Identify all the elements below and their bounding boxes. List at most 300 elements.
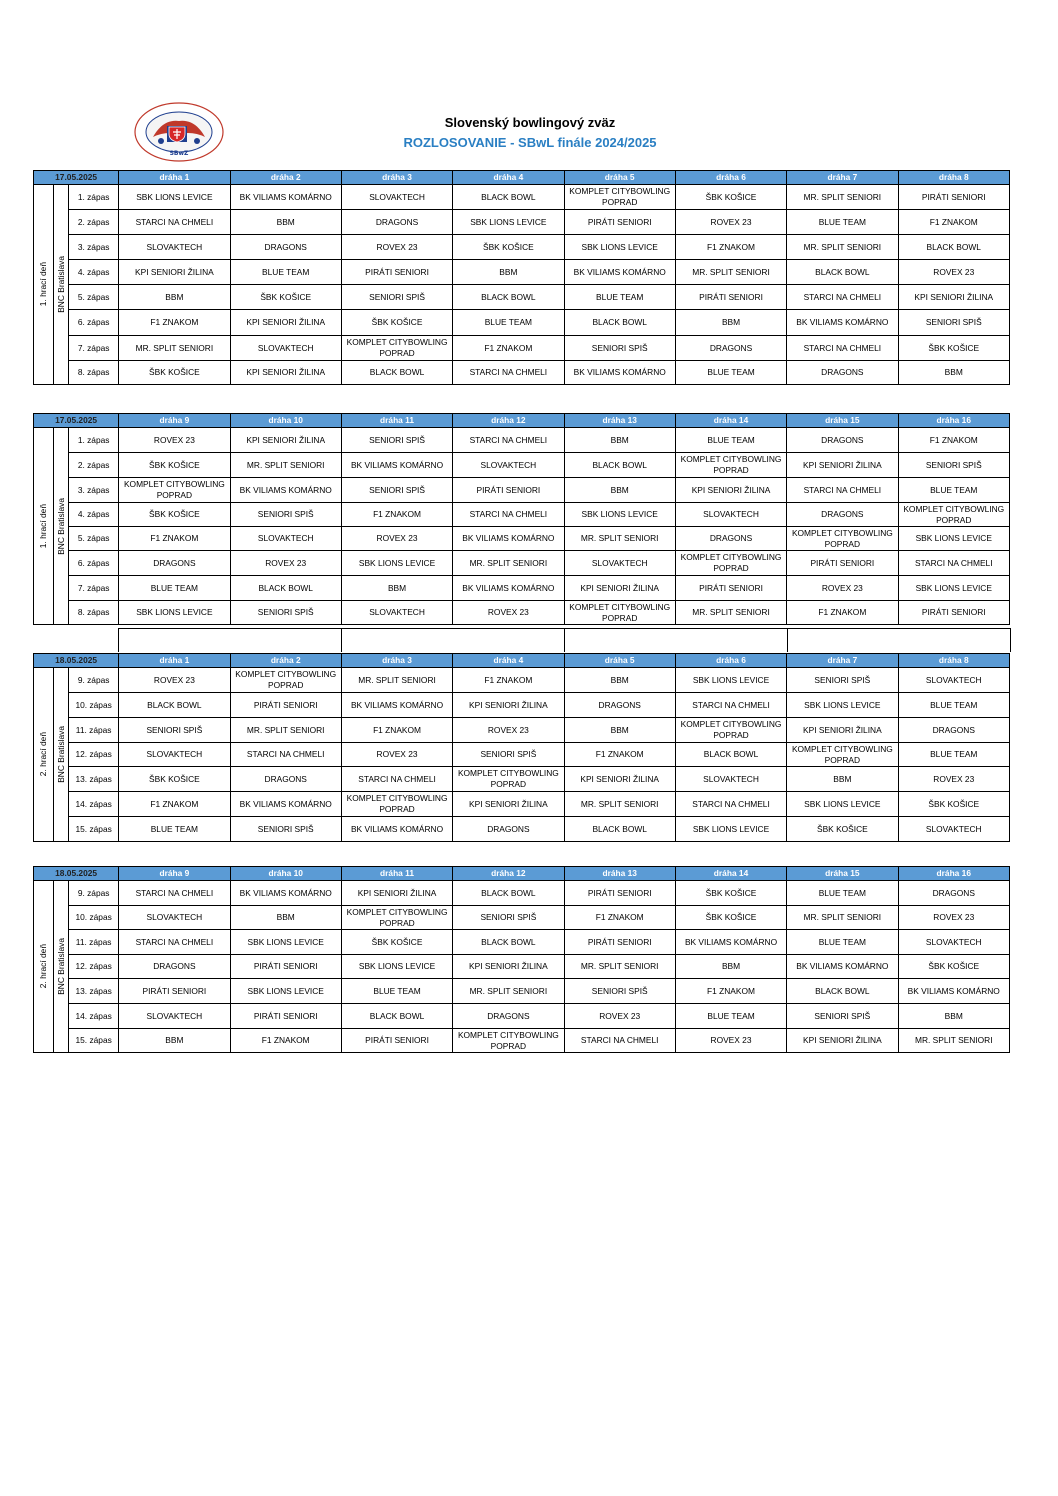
team-cell: STARCI NA CHMELI [119,881,230,906]
team-cell: BLUE TEAM [453,310,564,336]
team-cell: BLACK BOWL [787,260,898,285]
team-cell: ROVEX 23 [230,551,341,576]
match-number: 5. zápas [69,527,119,551]
lane-header: dráha 8 [898,171,1009,185]
team-cell: DRAGONS [787,503,898,527]
team-cell: F1 ZNAKOM [564,906,675,930]
table-row [34,743,1010,767]
table-row [34,576,1010,601]
team-cell: BK VILIAMS KOMÁRNO [898,979,1009,1004]
team-cell: BLUE TEAM [341,979,452,1004]
team-cell: DRAGONS [230,767,341,792]
match-number: 8. zápas [69,601,119,625]
team-cell: MR. SPLIT SENIORI [564,527,675,551]
team-cell: SBK LIONS LEVICE [230,930,341,955]
match-number: 15. zápas [69,817,119,842]
lane-header: dráha 3 [341,171,452,185]
team-cell: BK VILIAMS KOMÁRNO [230,881,341,906]
venue-label [54,668,69,842]
team-cell: BK VILIAMS KOMÁRNO [230,792,341,817]
table-row [34,881,1010,906]
team-cell: SENIORI SPIŠ [787,668,898,693]
team-cell: BLACK BOWL [119,693,230,718]
lane-header: dráha 14 [675,414,786,428]
lane-header: dráha 16 [898,867,1009,881]
team-cell: BK VILIAMS KOMÁRNO [564,260,675,285]
team-cell: BBM [564,668,675,693]
team-cell: ŠBK KOŠICE [787,817,898,842]
team-cell: BBM [453,260,564,285]
match-number: 6. zápas [69,551,119,576]
team-cell: SLOVAKTECH [119,906,230,930]
match-number: 4. zápas [69,503,119,527]
team-cell: PIRÁTI SENIORI [898,601,1009,625]
team-cell: DRAGONS [453,1004,564,1029]
team-cell: KOMPLET CITYBOWLING POPRAD [341,792,452,817]
match-number: 10. zápas [69,906,119,930]
team-cell: ROVEX 23 [341,743,452,767]
lane-header: dráha 5 [564,171,675,185]
team-cell: SBK LIONS LEVICE [119,185,230,210]
team-cell: F1 ZNAKOM [119,792,230,817]
team-cell: PIRÁTI SENIORI [230,955,341,979]
venue-label-text: BNC Bratislava [56,256,67,313]
team-cell: KOMPLET CITYBOWLING POPRAD [564,601,675,625]
venue-label [54,881,69,1053]
team-cell: BBM [898,1004,1009,1029]
team-cell: SLOVAKTECH [898,930,1009,955]
date-header: 18.05.2025 [34,654,119,668]
team-cell: BBM [119,1029,230,1053]
lane-header: dráha 1 [119,654,230,668]
team-cell: PIRÁTI SENIORI [341,260,452,285]
team-cell: BLUE TEAM [787,930,898,955]
team-cell: SENIORI SPIŠ [230,601,341,625]
schedule-table [33,170,1010,385]
team-cell: MR. SPLIT SENIORI [675,601,786,625]
team-cell: SLOVAKTECH [675,767,786,792]
table-row [34,668,1010,693]
lane-header: dráha 9 [119,867,230,881]
team-cell: DRAGONS [341,210,452,235]
team-cell: ROVEX 23 [119,668,230,693]
day-label-text: 2. hrací deň [38,944,49,989]
schedule-table [33,866,1010,1053]
table-row [34,310,1010,336]
team-cell: BBM [898,361,1009,385]
team-cell: ROVEX 23 [453,601,564,625]
team-cell: PIRÁTI SENIORI [564,210,675,235]
date-header: 17.05.2025 [34,414,119,428]
day-label-text: 2. hrací deň [38,732,49,777]
team-cell: DRAGONS [564,693,675,718]
team-cell: PIRÁTI SENIORI [675,576,786,601]
match-number: 6. zápas [69,310,119,336]
team-cell: BLUE TEAM [230,260,341,285]
schedule-table [33,653,1010,842]
team-cell: SLOVAKTECH [119,1004,230,1029]
team-cell: ŠBK KOŠICE [898,792,1009,817]
team-cell: ROVEX 23 [898,906,1009,930]
table-row [34,210,1010,235]
lane-header: dráha 15 [787,414,898,428]
team-cell: F1 ZNAKOM [119,527,230,551]
lane-header: dráha 16 [898,414,1009,428]
lane-header: dráha 4 [453,654,564,668]
team-cell: ŠBK KOŠICE [453,235,564,260]
team-cell: BK VILIAMS KOMÁRNO [341,817,452,842]
table-row [34,428,1010,453]
logo-abbr: SBwZ [169,150,189,157]
team-cell: KPI SENIORI ŽILINA [341,881,452,906]
team-cell: DRAGONS [675,336,786,361]
match-number: 1. zápas [69,428,119,453]
table-row [34,601,1010,625]
table-row [34,1029,1010,1053]
team-cell: KPI SENIORI ŽILINA [230,428,341,453]
team-cell: MR. SPLIT SENIORI [341,668,452,693]
team-cell: KPI SENIORI ŽILINA [898,285,1009,310]
match-number: 12. zápas [69,955,119,979]
table-row [34,979,1010,1004]
table-row [34,336,1010,361]
team-cell: BLACK BOWL [564,453,675,478]
team-cell: MR. SPLIT SENIORI [453,979,564,1004]
team-cell: BBM [119,285,230,310]
team-cell: F1 ZNAKOM [675,235,786,260]
team-cell: BLUE TEAM [898,693,1009,718]
venue-label-text: BNC Bratislava [56,726,67,783]
team-cell: ROVEX 23 [787,576,898,601]
venue-label [54,428,69,625]
match-number: 4. zápas [69,260,119,285]
team-cell: BK VILIAMS KOMÁRNO [675,930,786,955]
match-number: 13. zápas [69,767,119,792]
table-row [34,817,1010,842]
sbwz-logo [133,101,225,163]
team-cell: BLUE TEAM [119,576,230,601]
team-cell: KPI SENIORI ŽILINA [564,767,675,792]
team-cell: BBM [230,210,341,235]
team-cell: BLACK BOWL [787,979,898,1004]
team-cell: ROVEX 23 [675,1029,786,1053]
team-cell: F1 ZNAKOM [898,210,1009,235]
team-cell: MR. SPLIT SENIORI [675,260,786,285]
team-cell: DRAGONS [119,955,230,979]
team-cell: ŠBK KOŠICE [341,930,452,955]
table-row [34,955,1010,979]
team-cell: BLACK BOWL [564,817,675,842]
team-cell: SBK LIONS LEVICE [898,527,1009,551]
team-cell: F1 ZNAKOM [453,336,564,361]
team-cell: KOMPLET CITYBOWLING POPRAD [453,767,564,792]
table-row [34,1004,1010,1029]
team-cell: PIRÁTI SENIORI [675,285,786,310]
team-cell: DRAGONS [230,235,341,260]
team-cell: SBK LIONS LEVICE [787,792,898,817]
team-cell: STARCI NA CHMELI [453,361,564,385]
team-cell: KOMPLET CITYBOWLING POPRAD [341,906,452,930]
team-cell: MR. SPLIT SENIORI [230,453,341,478]
team-cell: ŠBK KOŠICE [675,185,786,210]
spacer-cell [341,629,564,653]
team-cell: PIRÁTI SENIORI [341,1029,452,1053]
team-cell: BLUE TEAM [564,285,675,310]
lane-header: dráha 5 [564,654,675,668]
team-cell: DRAGONS [675,527,786,551]
team-cell: ŠBK KOŠICE [675,881,786,906]
match-number: 2. zápas [69,210,119,235]
team-cell: KPI SENIORI ŽILINA [564,576,675,601]
team-cell: ŠBK KOŠICE [119,503,230,527]
match-number: 11. zápas [69,718,119,743]
team-cell: F1 ZNAKOM [787,601,898,625]
team-cell: ROVEX 23 [453,718,564,743]
team-cell: BBM [564,428,675,453]
spacer-cell [564,629,787,653]
team-cell: KOMPLET CITYBOWLING POPRAD [230,668,341,693]
team-cell: BK VILIAMS KOMÁRNO [341,453,452,478]
lane-header: dráha 10 [230,414,341,428]
team-cell: DRAGONS [453,817,564,842]
team-cell: SBK LIONS LEVICE [341,551,452,576]
match-number: 11. zápas [69,930,119,955]
lane-header: dráha 10 [230,867,341,881]
team-cell: KPI SENIORI ŽILINA [675,478,786,503]
team-cell: KOMPLET CITYBOWLING POPRAD [675,551,786,576]
table-row [34,260,1010,285]
team-cell: ŠBK KOŠICE [341,310,452,336]
team-cell: SLOVAKTECH [230,336,341,361]
team-cell: STARCI NA CHMELI [341,767,452,792]
lane-header: dráha 13 [564,414,675,428]
lane-header: dráha 12 [453,867,564,881]
team-cell: PIRÁTI SENIORI [564,930,675,955]
match-number: 3. zápas [69,235,119,260]
team-cell: DRAGONS [787,428,898,453]
team-cell: DRAGONS [787,361,898,385]
lane-header: dráha 13 [564,867,675,881]
team-cell: SENIORI SPIŠ [341,478,452,503]
date-header: 18.05.2025 [34,867,119,881]
match-number: 10. zápas [69,693,119,718]
team-cell: MR. SPLIT SENIORI [787,185,898,210]
team-cell: SENIORI SPIŠ [119,718,230,743]
team-cell: BLACK BOWL [341,1004,452,1029]
team-cell: ROVEX 23 [119,428,230,453]
team-cell: F1 ZNAKOM [341,718,452,743]
team-cell: MR. SPLIT SENIORI [453,551,564,576]
team-cell: KPI SENIORI ŽILINA [230,361,341,385]
team-cell: KOMPLET CITYBOWLING POPRAD [787,743,898,767]
team-cell: KOMPLET CITYBOWLING POPRAD [341,336,452,361]
team-cell: MR. SPLIT SENIORI [787,235,898,260]
team-cell: KPI SENIORI ŽILINA [787,453,898,478]
team-cell: BLACK BOWL [898,235,1009,260]
team-cell: STARCI NA CHMELI [675,792,786,817]
team-cell: BBM [675,955,786,979]
team-cell: KPI SENIORI ŽILINA [453,955,564,979]
team-cell: SLOVAKTECH [119,235,230,260]
day-label [34,185,54,385]
team-cell: BBM [787,767,898,792]
team-cell: KOMPLET CITYBOWLING POPRAD [787,527,898,551]
team-cell: SENIORI SPIŠ [230,503,341,527]
lane-header: dráha 11 [341,414,452,428]
lane-header: dráha 6 [675,654,786,668]
lane-header: dráha 8 [898,654,1009,668]
lane-header: dráha 1 [119,171,230,185]
table-row [34,478,1010,503]
spacer-cell [118,629,341,653]
match-number: 12. zápas [69,743,119,767]
team-cell: DRAGONS [898,881,1009,906]
table-row [34,767,1010,792]
team-cell: SENIORI SPIŠ [787,1004,898,1029]
team-cell: SENIORI SPIŠ [453,906,564,930]
team-cell: PIRÁTI SENIORI [230,1004,341,1029]
team-cell: SENIORI SPIŠ [898,310,1009,336]
team-cell: F1 ZNAKOM [675,979,786,1004]
team-cell: SBK LIONS LEVICE [453,210,564,235]
team-cell: SBK LIONS LEVICE [230,979,341,1004]
day-label-text: 1. hrací deň [38,503,49,549]
team-cell: KPI SENIORI ŽILINA [453,792,564,817]
lane-header: dráha 2 [230,654,341,668]
team-cell: KOMPLET CITYBOWLING POPRAD [119,478,230,503]
team-cell: KPI SENIORI ŽILINA [787,718,898,743]
team-cell: SBK LIONS LEVICE [675,668,786,693]
day-label-text: 1. hrací deň [38,262,49,307]
team-cell: BK VILIAMS KOMÁRNO [453,527,564,551]
day-label [34,881,54,1053]
team-cell: SENIORI SPIŠ [230,817,341,842]
table-row [34,693,1010,718]
match-number: 13. zápas [69,979,119,1004]
team-cell: SLOVAKTECH [675,503,786,527]
team-cell: MR. SPLIT SENIORI [564,792,675,817]
day-label [34,428,54,625]
lane-header: dráha 12 [453,414,564,428]
table-row [34,792,1010,817]
table-row [34,453,1010,478]
team-cell: ŠBK KOŠICE [119,361,230,385]
team-cell: SLOVAKTECH [341,601,452,625]
team-cell: BLACK BOWL [453,930,564,955]
match-number: 8. zápas [69,361,119,385]
team-cell: BLACK BOWL [453,881,564,906]
table-row [34,503,1010,527]
team-cell: MR. SPLIT SENIORI [564,955,675,979]
venue-label-text: BNC Bratislava [56,938,67,995]
team-cell: F1 ZNAKOM [898,428,1009,453]
team-cell: STARCI NA CHMELI [564,1029,675,1053]
match-number: 1. zápas [69,185,119,210]
team-cell: BK VILIAMS KOMÁRNO [787,955,898,979]
page-title: Slovenský bowlingový zväz [444,115,616,130]
team-cell: ŠBK KOŠICE [119,767,230,792]
lane-header: dráha 11 [341,867,452,881]
team-cell: BLUE TEAM [787,881,898,906]
team-cell: MR. SPLIT SENIORI [898,1029,1009,1053]
team-cell: ŠBK KOŠICE [119,453,230,478]
match-number: 5. zápas [69,285,119,310]
lane-header: dráha 4 [453,171,564,185]
team-cell: SENIORI SPIŠ [564,979,675,1004]
team-cell: STARCI NA CHMELI [119,210,230,235]
spacer-cell [33,629,118,653]
team-cell: SLOVAKTECH [898,668,1009,693]
match-number: 9. zápas [69,668,119,693]
team-cell: BLUE TEAM [675,361,786,385]
team-cell: KPI SENIORI ŽILINA [119,260,230,285]
lane-header: dráha 14 [675,867,786,881]
team-cell: ROVEX 23 [898,767,1009,792]
match-number: 14. zápas [69,792,119,817]
team-cell: F1 ZNAKOM [119,310,230,336]
team-cell: BBM [230,906,341,930]
team-cell: BLUE TEAM [787,210,898,235]
venue-label-text: BNC Bratislava [56,497,67,555]
team-cell: PIRÁTI SENIORI [453,478,564,503]
team-cell: SBK LIONS LEVICE [119,601,230,625]
team-cell: BBM [564,478,675,503]
team-cell: BK VILIAMS KOMÁRNO [341,693,452,718]
team-cell: ROVEX 23 [564,1004,675,1029]
team-cell: BK VILIAMS KOMÁRNO [230,185,341,210]
page-subtitle: ROZLOSOVANIE - SBwL finále 2024/2025 [403,135,657,150]
date-header: 17.05.2025 [34,171,119,185]
team-cell: SENIORI SPIŠ [341,428,452,453]
table-header-row [34,654,1010,668]
match-number: 14. zápas [69,1004,119,1029]
team-cell: F1 ZNAKOM [564,743,675,767]
team-cell: BLACK BOWL [341,361,452,385]
lane-header: dráha 3 [341,654,452,668]
team-cell: SENIORI SPIŠ [341,285,452,310]
team-cell: PIRÁTI SENIORI [119,979,230,1004]
team-cell: SBK LIONS LEVICE [675,817,786,842]
team-cell: ROVEX 23 [675,210,786,235]
team-cell: ŠBK KOŠICE [230,285,341,310]
team-cell: PIRÁTI SENIORI [230,693,341,718]
team-cell: DRAGONS [898,718,1009,743]
team-cell: ŠBK KOŠICE [898,336,1009,361]
team-cell: BK VILIAMS KOMÁRNO [453,576,564,601]
team-cell: STARCI NA CHMELI [453,503,564,527]
match-number: 3. zápas [69,478,119,503]
match-number: 7. zápas [69,576,119,601]
team-cell: SBK LIONS LEVICE [564,235,675,260]
lane-header: dráha 9 [119,414,230,428]
team-cell: STARCI NA CHMELI [119,930,230,955]
team-cell: ROVEX 23 [898,260,1009,285]
team-cell: SLOVAKTECH [453,453,564,478]
team-cell: KOMPLET CITYBOWLING POPRAD [898,503,1009,527]
table-row [34,527,1010,551]
lane-header: dráha 7 [787,171,898,185]
team-cell: BBM [675,310,786,336]
team-cell: F1 ZNAKOM [341,503,452,527]
team-cell: BK VILIAMS KOMÁRNO [787,310,898,336]
team-cell: ŠBK KOŠICE [898,955,1009,979]
venue-label [54,185,69,385]
lane-header: dráha 15 [787,867,898,881]
team-cell: BK VILIAMS KOMÁRNO [564,361,675,385]
table-row [34,718,1010,743]
lane-header: dráha 7 [787,654,898,668]
team-cell: MR. SPLIT SENIORI [230,718,341,743]
